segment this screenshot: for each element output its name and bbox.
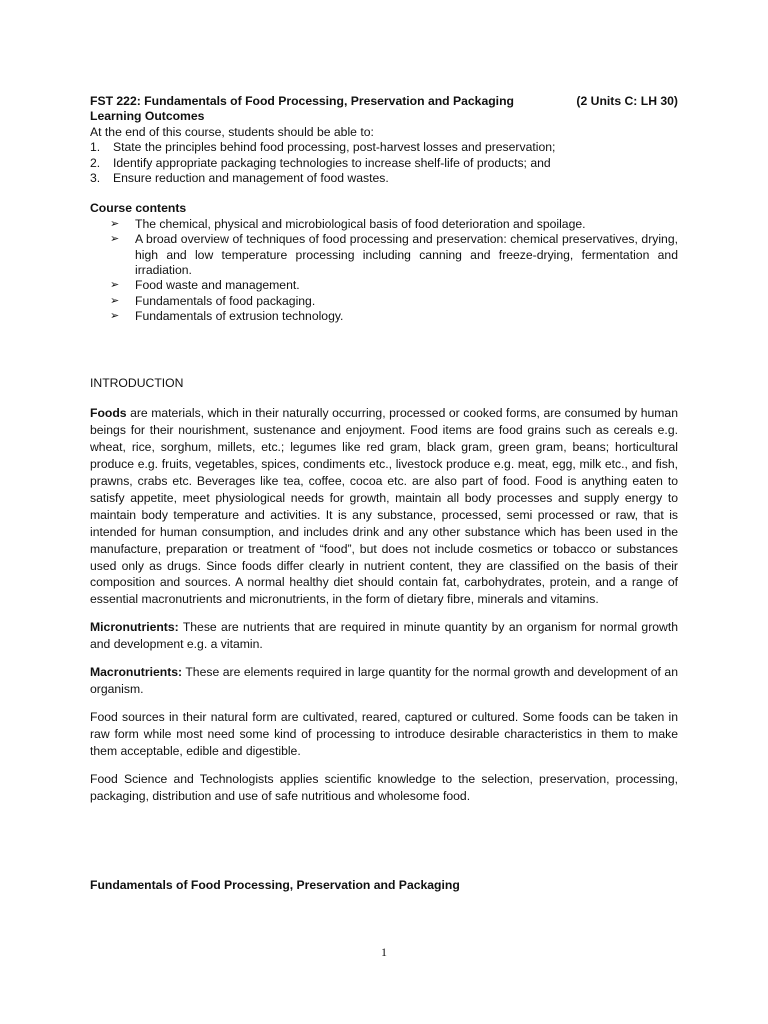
arrow-bullet-icon: ➢ (110, 233, 120, 246)
course-contents-list (90, 217, 678, 325)
list-item (90, 140, 678, 155)
list-item (110, 232, 678, 278)
macronutrients-paragraph (90, 664, 678, 698)
foods-paragraph (90, 405, 678, 608)
micronutrients-paragraph (90, 619, 678, 653)
course-title-line (90, 94, 678, 109)
item-text: Identify appropriate packaging technologies to increase shelf-life of products; and (113, 155, 551, 170)
list-item (110, 294, 678, 309)
list-item (90, 156, 678, 171)
learning-outcomes-heading: Learning Outcomes (90, 109, 205, 124)
arrow-bullet-icon: ➢ (110, 294, 120, 307)
item-text: Fundamentals of extrusion technology. (135, 309, 344, 324)
micronutrients-text: These are nutrients that are required in minute quantity by an organism for normal growth and development e.g. a vitamin. (90, 620, 678, 652)
course-header-block (90, 94, 678, 325)
learning-outcomes-list (90, 140, 678, 186)
list-item (110, 309, 678, 324)
course-units: (2 Units C: LH 30) (576, 94, 678, 108)
arrow-bullet-icon: ➢ (110, 310, 120, 323)
macronutrients-text: These are elements required in large quantity for the normal growth and development of an organism. (90, 665, 678, 696)
item-text: Food waste and management. (135, 278, 300, 293)
item-number: 3. (90, 171, 101, 186)
arrow-bullet-icon: ➢ (110, 279, 120, 292)
item-number: 1. (90, 140, 101, 155)
introduction-heading: INTRODUCTION (90, 376, 184, 390)
item-text: State the principles behind food processing, post-harvest losses and preservation; (113, 140, 556, 155)
course-title: FST 222: Fundamentals of Food Processing, Preservation and Packaging (90, 94, 514, 108)
list-item (110, 217, 678, 232)
micronutrients-term: Micronutrients: (90, 620, 179, 635)
item-text: Fundamentals of food packaging. (135, 293, 316, 308)
item-text: Ensure reduction and management of food wastes. (113, 171, 389, 186)
list-item (110, 278, 678, 293)
learning-outcomes-intro: At the end of this course, students should be able to: (90, 124, 374, 139)
introduction-section (90, 376, 678, 815)
item-text: The chemical, physical and microbiological basis of food deterioration and spoilage. (135, 216, 586, 231)
item-number: 2. (90, 155, 101, 170)
item-text: A broad overview of techniques of food processing and preservation: chemical preservatives, drying, high and low temperature processing including canning and freeze-drying, fermentation and irradiation. (135, 232, 678, 278)
foods-text: are materials, which in their naturally occurring, processed or cooked forms, are consumed by human beings for their nourishment, sustenance and enjoyment. Food items are food grains such as cereals e.g. wheat, rice, sorghum, millets, etc.; legumes like red gram, black gram, green gram, beans; horticultural produce e.g. fruits, vegetables, spices, condiments etc., livestock produce e.g. meat, egg, milk etc., and fish, prawns, crabs etc. Beverages like tea, coffee, cocoa etc. are also part of food. Food is anything eaten to satisfy appetite, meet physiological needs for growth, maintain all body processes and supply energy to maintain body temperature and activities. It is any substance, processed, semi processed or raw, that is intended for human consumption, and includes drink and any other substance which has been used in the manufacture, preparation or treatment of “food”, but does not include cosmetics or tobacco or substances used only as drugs. Since foods differ clearly in nutrient content, they are classified on the basis of their composition and sources. A normal healthy diet should contain fat, carbohydrates, protein, and a range of essential macronutrients and micronutrients, in the form of dietary fibre, minerals and vitamins. (90, 406, 678, 607)
arrow-bullet-icon: ➢ (110, 217, 120, 230)
foods-term: Foods (90, 406, 127, 421)
macronutrients-term: Macronutrients: (90, 665, 183, 680)
page-number: 1 (381, 945, 387, 959)
section-title: Fundamentals of Food Processing, Preservation and Packaging (90, 878, 460, 892)
course-contents-heading: Course contents (90, 201, 187, 216)
list-item (90, 171, 678, 186)
food-sources-paragraph: Food sources in their natural form are cultivated, reared, captured or cultured. Some foods can be taken in raw form while most need some kind of processing to introduce desirable characteristics in them to make them acceptable, edible and digestible. (90, 709, 678, 758)
food-technologists-paragraph: Food Science and Technologists applies scientific knowledge to the selection, preservation, processing, packaging, distribution and use of safe nutritious and wholesome food. (90, 771, 678, 803)
